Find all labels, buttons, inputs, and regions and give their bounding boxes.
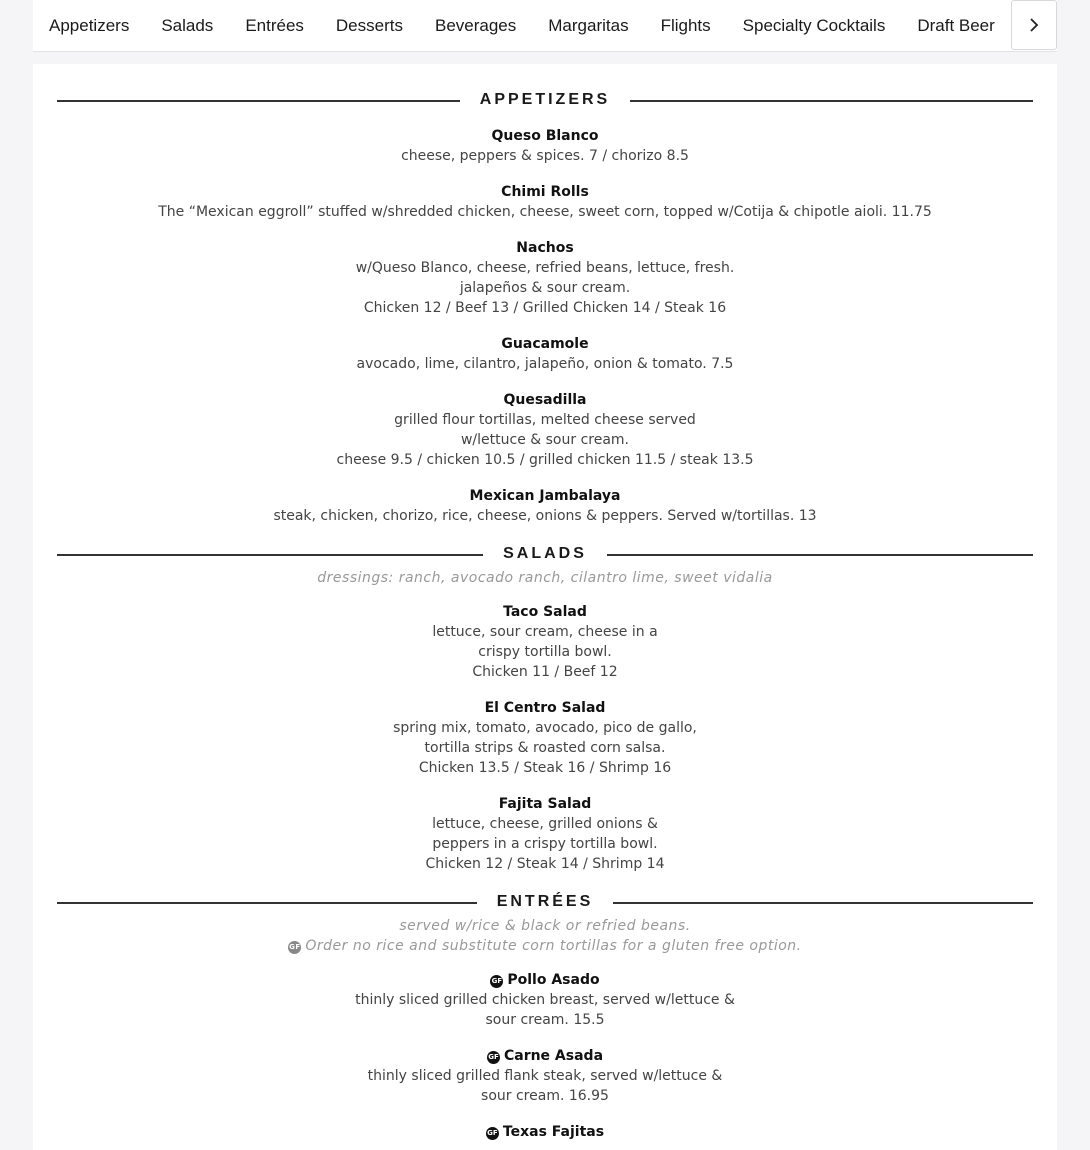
item-description: crispy tortilla bowl. [478,644,612,660]
item-prices: cheese 9.5 / chicken 10.5 / grilled chicken 11.5 / steak 13.5 [336,452,754,468]
item-name-row [33,1122,1057,1142]
gluten-free-icon: GF [486,1127,499,1140]
item-name: Guacamole [501,336,589,352]
item-name: Fajita Salad [498,796,592,812]
item-description: w/lettuce & sour cream. [460,432,629,448]
menu-item [33,486,1057,526]
menu-item [33,126,1057,166]
item-name: Taco Salad [503,604,587,620]
item-prices: Chicken 12 / Beef 13 / Grilled Chicken 14 / Steak 16 [363,300,727,316]
menu-content [33,64,1057,1150]
item-description: tortilla strips & roasted corn salsa. [424,740,666,756]
item-name: Mexican Jambalaya [469,488,621,504]
item-prices: Chicken 12 / Steak 14 / Shrimp 14 [425,856,665,872]
section-header [57,542,1033,566]
tab-specialty-cocktails[interactable]: Specialty Cocktails [742,15,886,35]
category-tab-bar [33,0,1057,52]
menu-item [33,1046,1057,1106]
gluten-free-icon: GF [490,975,503,988]
section-title: APPETIZERS [460,91,630,109]
menu-item [33,390,1057,470]
item-name: El Centro Salad [484,700,606,716]
section-appetizers [33,64,1057,526]
item-description: spring mix, tomato, avocado, pico de gallo, [393,720,697,736]
item-name-row [33,1046,1057,1066]
item-description: steak, chicken, chorizo, rice, cheese, onions & peppers. Served w/tortillas. 13 [273,508,817,524]
tab-draft-beer[interactable]: Draft Beer [917,15,995,35]
section-title: ENTRÉES [477,893,614,911]
item-name: Chimi Rolls [501,184,589,200]
section-header [57,890,1033,914]
item-description: jalapeños & sour cream. [459,280,631,296]
item-description: thinly sliced grilled chicken breast, served w/lettuce & [355,992,735,1008]
section-salads [33,526,1057,874]
item-description: lettuce, cheese, grilled onions & [432,816,658,832]
tab-scroll-next-button[interactable] [1011,0,1057,50]
menu-item [33,602,1057,682]
tab-desserts[interactable]: Desserts [335,15,403,35]
tab-margaritas[interactable]: Margaritas [548,15,629,35]
tab-flights[interactable]: Flights [660,15,711,35]
item-name: Pollo Asado [507,972,600,988]
menu-item [33,794,1057,874]
item-name: Texas Fajitas [502,1124,605,1140]
item-description: w/Queso Blanco, cheese, refried beans, lettuce, fresh. [355,260,735,276]
gluten-free-icon: GF [487,1051,500,1064]
section-entrees [33,874,1057,1142]
item-name-row [33,970,1057,990]
gluten-free-note-text: Order no rice and substitute corn tortillas for a gluten free option. [305,938,802,954]
section-title: SALADS [483,545,607,563]
item-name: Carne Asada [503,1048,604,1064]
item-description: peppers in a crispy tortilla bowl. [432,836,658,852]
menu-item [33,970,1057,1030]
menu-item [33,182,1057,222]
item-name: Quesadilla [503,392,587,408]
section-note: served w/rice & black or refried beans. [399,918,691,934]
item-description: sour cream. 15.5 [485,1012,605,1028]
menu-item [33,238,1057,318]
menu-item [33,334,1057,374]
tab-appetizers[interactable]: Appetizers [49,15,130,35]
item-description: The “Mexican eggroll” stuffed w/shredded chicken, cheese, sweet corn, topped w/Cotija & chipotle aioli. 11.75 [158,204,932,220]
item-name: Nachos [516,240,574,256]
item-description: avocado, lime, cilantro, jalapeño, onion & tomato. 7.5 [356,356,734,372]
tab-list [33,16,1027,36]
gluten-free-icon: GF [288,941,301,954]
item-description: grilled flour tortillas, melted cheese served [394,412,696,428]
section-header [57,88,1033,112]
item-description: lettuce, sour cream, cheese in a [432,624,658,640]
item-prices: Chicken 13.5 / Steak 16 / Shrimp 16 [418,760,672,776]
gluten-free-note [33,936,1057,956]
item-description: cheese, peppers & spices. 7 / chorizo 8.5 [401,148,689,164]
menu-item [33,1122,1057,1142]
tab-entrees[interactable]: Entrées [245,15,304,35]
item-description: thinly sliced grilled flank steak, served w/lettuce & [367,1068,723,1084]
section-note: dressings: ranch, avocado ranch, cilantro lime, sweet vidalia [317,570,773,586]
item-name: Queso Blanco [491,128,599,144]
item-description: sour cream. 16.95 [481,1088,609,1104]
chevron-right-icon [1026,17,1042,33]
item-prices: Chicken 11 / Beef 12 [472,664,618,680]
tab-beverages[interactable]: Beverages [434,15,517,35]
tab-salads[interactable]: Salads [161,15,214,35]
menu-item [33,698,1057,778]
